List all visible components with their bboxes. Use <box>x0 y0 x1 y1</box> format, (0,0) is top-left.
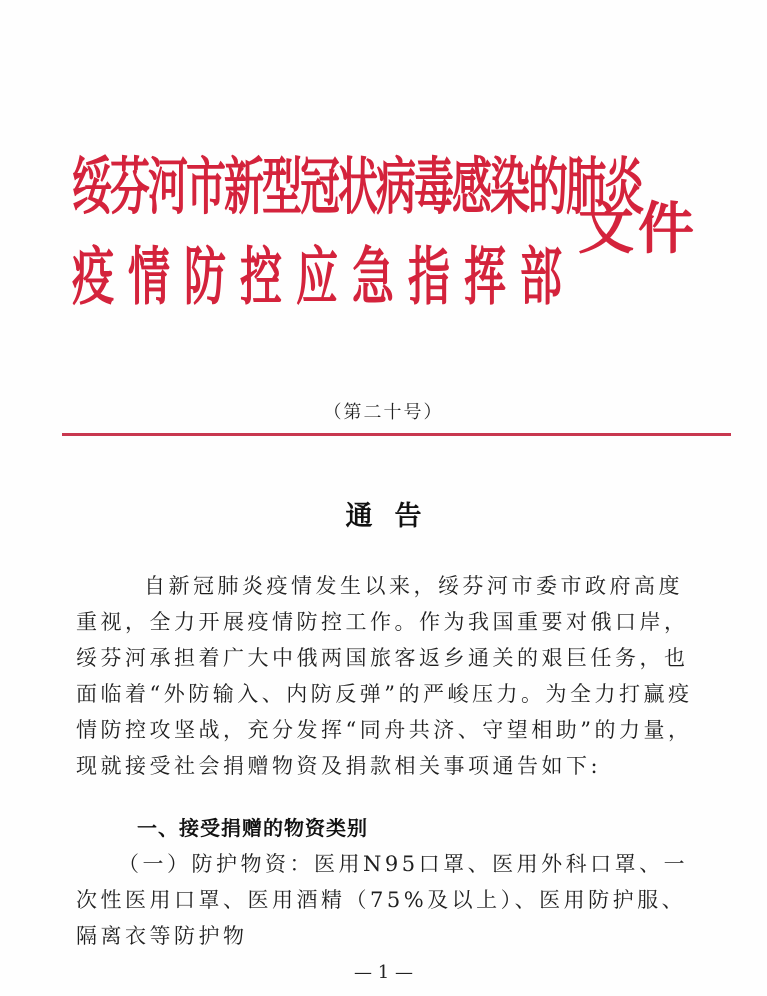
issuer-name-line-2: 疫情防控应急指挥部 <box>72 240 577 314</box>
section-heading-1: 一、接受捐赠的物资类别 <box>137 816 368 840</box>
red-divider-rule <box>62 433 731 436</box>
body-paragraph-intro: 自新冠肺炎疫情发生以来，绥芬河市委市政府高度重视，全力开展疫情防控工作。作为我国重要对俄口岸，绥芬河承担着广大中俄两国旅客返乡通关的艰巨任务，也面临着“外防输入、内防反弹”的严峻压力。为全力打赢疫情防控攻坚战，充分发挥“同舟共济、守望相助”的力量，现就接受社会捐赠物资及捐款相关事项通告如下: <box>76 574 693 778</box>
document-type-label: 文件 <box>578 196 698 262</box>
body-paragraph-protective-supplies: （一）防护物资：医用N95口罩、医用外科口罩、一次性医用口罩、医用酒精（75%及以上）、医用防护服、隔离衣等防护物 <box>76 852 689 948</box>
issuer-name-line-1: 绥芬河市新型冠状病毒感染的肺炎 <box>72 150 642 224</box>
page-number: — 1 — <box>354 962 413 983</box>
document-title: 通告 <box>345 501 444 532</box>
document-number: （第二十号） <box>323 402 444 423</box>
